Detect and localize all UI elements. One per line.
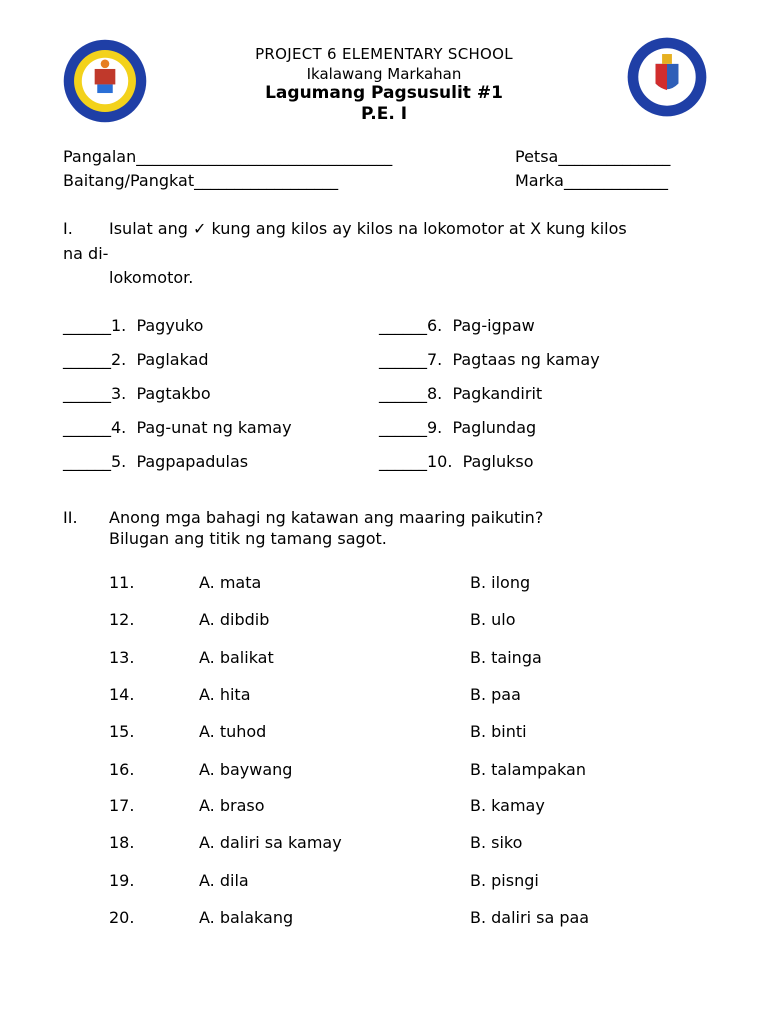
choice-b: B. tainga — [470, 648, 542, 667]
quarter-label: Ikalawang Markahan — [306, 65, 462, 83]
name-field: Pangalan________________________________ — [63, 147, 393, 166]
list-item: ______2. Paglakad — [63, 350, 209, 369]
choice-b: B. kamay — [470, 796, 545, 815]
date-field: Petsa______________ — [515, 147, 671, 166]
list-item: ______1. Pagyuko — [63, 316, 204, 335]
choice-b: B. siko — [470, 833, 523, 852]
question-number: 14. — [109, 685, 135, 704]
question-number: 16. — [109, 760, 135, 779]
question-number: 17. — [109, 796, 135, 815]
section2-instruction: Anong mga bahagi ng katawan ang maaring paikutin? — [109, 508, 544, 527]
choice-a: A. daliri sa kamay — [199, 833, 342, 852]
list-item: ______6. Pag-igpaw — [379, 316, 535, 335]
question-number: 13. — [109, 648, 135, 667]
subject-label: P.E. I — [360, 104, 408, 124]
choice-a: A. baywang — [199, 760, 293, 779]
choice-a: A. balikat — [199, 648, 274, 667]
list-item: ______4. Pag-unat ng kamay — [63, 418, 292, 437]
question-number: 15. — [109, 722, 135, 741]
section2-instruction-cont: Bilugan ang titik ng tamang sagot. — [109, 529, 387, 548]
section1-instruction-cont: na di- — [63, 244, 109, 263]
list-item: ______9. Paglundag — [379, 418, 537, 437]
score-field: Marka_____________ — [515, 171, 668, 190]
list-item: ______8. Pagkandirit — [379, 384, 543, 403]
choice-a: A. dila — [199, 871, 249, 890]
list-item: ______7. Pagtaas ng kamay — [379, 350, 600, 369]
question-number: 19. — [109, 871, 135, 890]
question-number: 20. — [109, 908, 135, 927]
question-number: 18. — [109, 833, 135, 852]
list-item: ______10. Paglukso — [379, 452, 534, 471]
choice-b: B. ulo — [470, 610, 516, 629]
test-title: Lagumang Pagsusulit #1 — [265, 83, 503, 103]
choice-b: B. ilong — [470, 573, 531, 592]
choice-b: B. paa — [470, 685, 521, 704]
school-name: PROJECT 6 ELEMENTARY SCHOOL — [255, 45, 513, 63]
choice-b: B. pisngi — [470, 871, 539, 890]
choice-b: B. daliri sa paa — [470, 908, 590, 927]
question-number: 11. — [109, 573, 135, 592]
section1-instruction-end: lokomotor. — [109, 268, 194, 287]
section2-number: II. — [63, 508, 78, 527]
choice-a: A. hita — [199, 685, 251, 704]
section1-instruction: Isulat ang ✓ kung ang kilos ay kilos na lokomotor at X kung kilos — [109, 219, 627, 238]
grade-field: Baitang/Pangkat__________________ — [63, 171, 339, 190]
choice-b: B. binti — [470, 722, 527, 741]
choice-a: A. mata — [199, 573, 262, 592]
section1-number: I. — [63, 219, 73, 238]
list-item: ______3. Pagtakbo — [63, 384, 211, 403]
choice-b: B. talampakan — [470, 760, 586, 779]
choice-a: A. braso — [199, 796, 265, 815]
list-item: ______5. Pagpapadulas — [63, 452, 249, 471]
choice-a: A. tuhod — [199, 722, 267, 741]
choice-a: A. dibdib — [199, 610, 270, 629]
choice-a: A. balakang — [199, 908, 294, 927]
question-number: 12. — [109, 610, 135, 629]
